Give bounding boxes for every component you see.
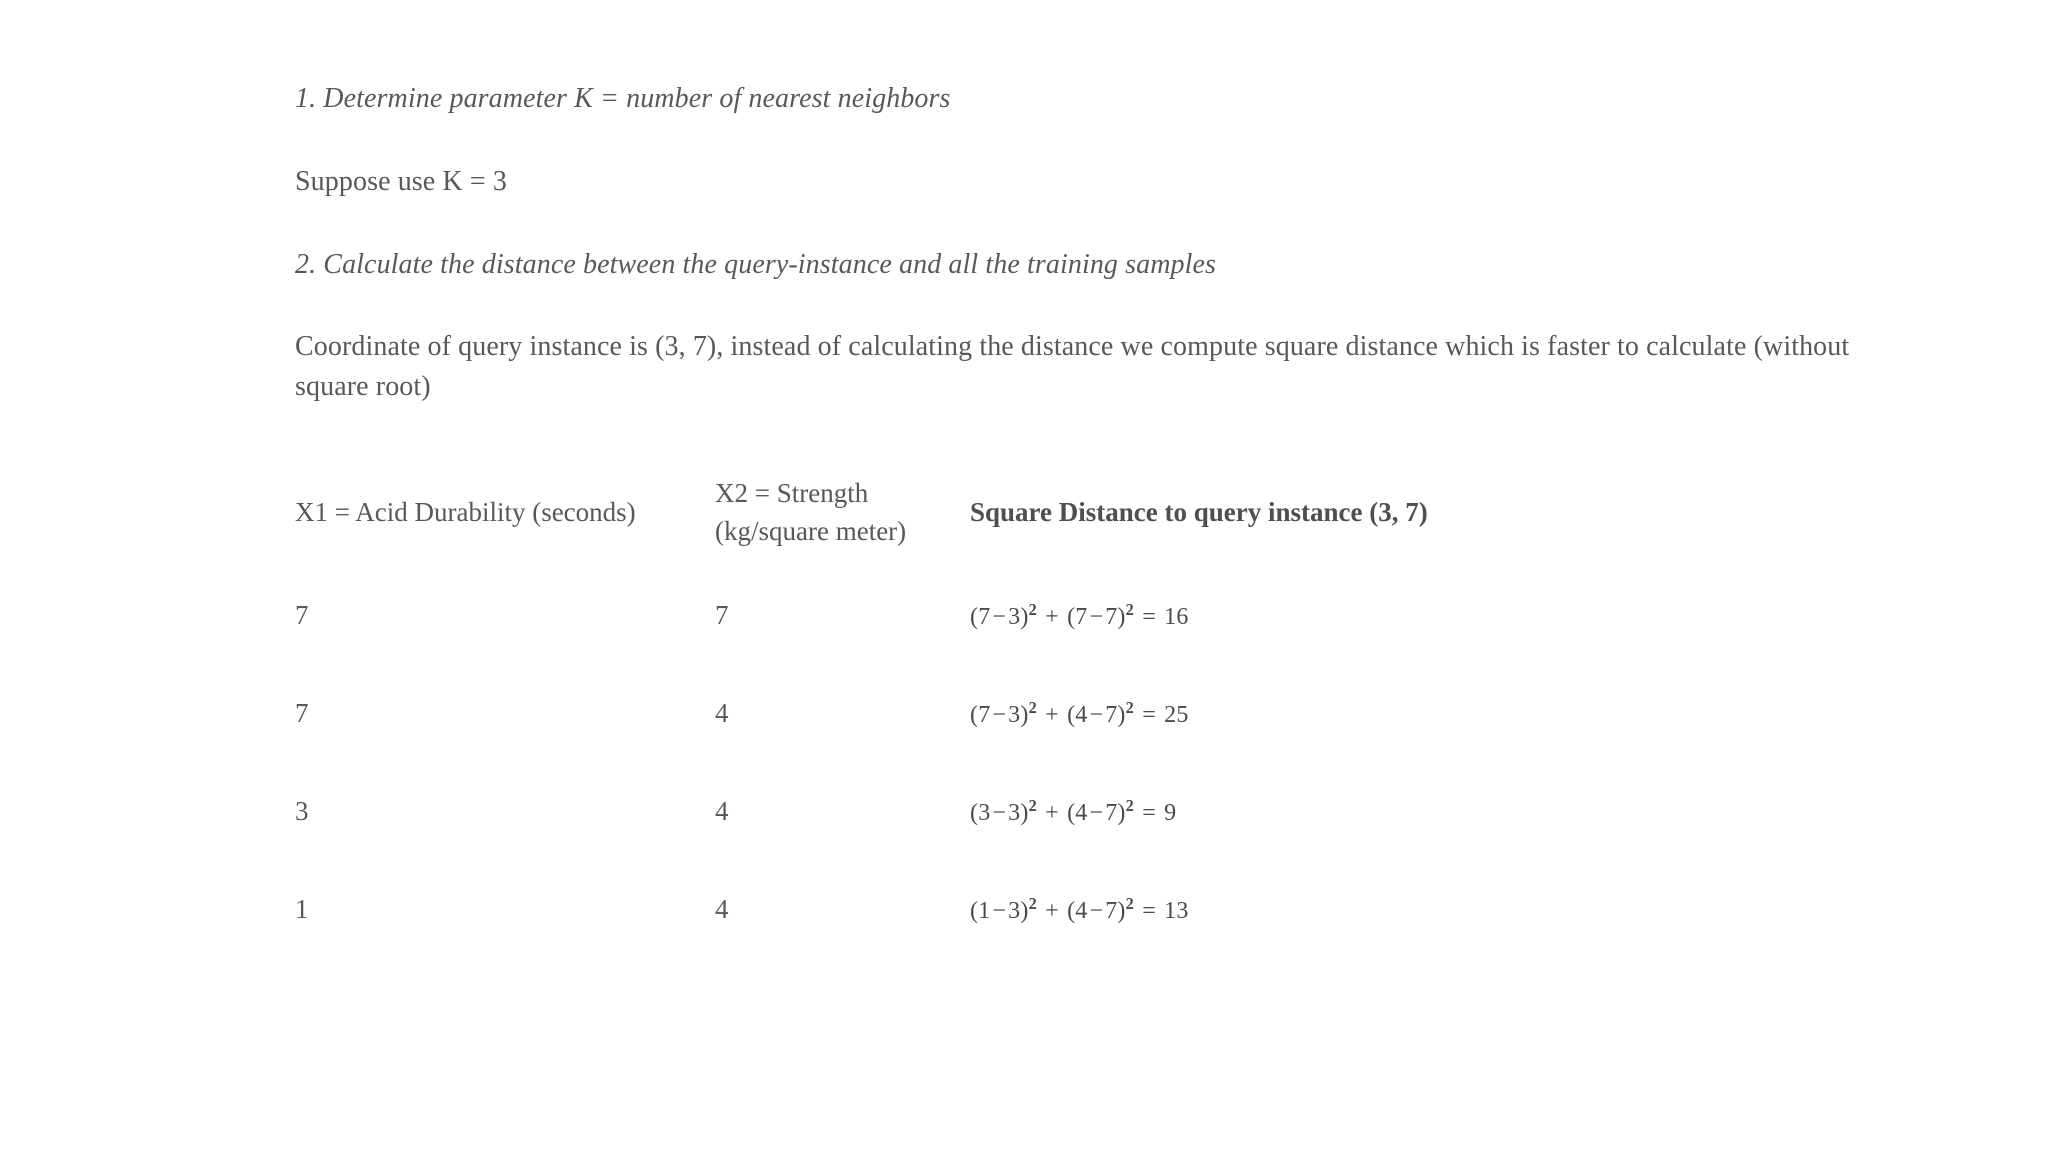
minus-symbol: − <box>992 604 1007 631</box>
formula-open-b: (4 <box>1067 800 1088 827</box>
table-header-x2-line2: (kg/square meter) <box>715 515 907 546</box>
equals-symbol: = <box>1142 800 1156 827</box>
step-2-text: Coordinate of query instance is (3, 7), instead of calculating the distance we compute square distance which is faster to calculate (without square root) <box>295 331 1850 403</box>
cell-formula <box>970 763 1705 861</box>
equals-symbol: = <box>1142 702 1156 729</box>
spacer <box>295 283 1855 327</box>
exponent: 2 <box>1125 600 1134 620</box>
cell-formula <box>970 567 1705 665</box>
formula-open-b: (4 <box>1067 898 1088 925</box>
plus-symbol: + <box>1045 800 1059 827</box>
cell-x1: 1 <box>295 894 309 925</box>
minus-symbol: − <box>1089 702 1104 729</box>
step-1-heading: 1. Determine parameter K = number of nearest neighbors <box>295 83 951 114</box>
exponent: 2 <box>1125 698 1134 718</box>
formula-close-a: 3) <box>1008 800 1029 827</box>
table-row <box>295 763 1705 861</box>
formula-open-b: (4 <box>1067 702 1088 729</box>
cell-x2: 7 <box>715 600 729 631</box>
table-header-x2-line1: X2 = Strength <box>715 477 869 508</box>
cell-formula <box>970 665 1705 763</box>
formula-open-b: (7 <box>1067 604 1088 631</box>
table-header-square-distance: Square Distance to query instance (3, 7) <box>970 496 1428 527</box>
formula-close-a: 3) <box>1008 604 1029 631</box>
formula-result: 25 <box>1164 702 1189 729</box>
formula-result: 9 <box>1164 800 1177 827</box>
cell-x2: 4 <box>715 894 729 925</box>
formula-close-a: 3) <box>1008 702 1029 729</box>
spacer <box>295 407 1855 457</box>
exponent: 2 <box>1028 894 1037 914</box>
formula-close-b: 7) <box>1105 702 1126 729</box>
step-2-heading: 2. Calculate the distance between the query-instance and all the training samples <box>295 248 1217 280</box>
cell-x2: 4 <box>715 796 729 827</box>
cell-x1: 3 <box>295 796 309 827</box>
table-row <box>295 567 1705 665</box>
equals-symbol: = <box>1142 604 1156 631</box>
spacer <box>295 202 1855 246</box>
plus-symbol: + <box>1045 702 1059 729</box>
equals-symbol: = <box>1142 898 1156 925</box>
table-row <box>295 861 1705 959</box>
table-header-x2 <box>715 457 970 567</box>
minus-symbol: − <box>1089 898 1104 925</box>
cell-x2: 4 <box>715 698 729 729</box>
exponent: 2 <box>1028 600 1037 620</box>
exponent: 2 <box>1028 698 1037 718</box>
formula-open-a: (1 <box>970 898 991 925</box>
formula-result: 13 <box>1164 898 1189 925</box>
formula-close-b: 7) <box>1105 898 1126 925</box>
formula-close-a: 3) <box>1008 898 1029 925</box>
table-body <box>295 567 1705 959</box>
exponent: 2 <box>1028 796 1037 816</box>
cell-formula <box>970 861 1705 959</box>
table-header-row <box>295 457 1705 567</box>
spacer <box>295 118 1855 162</box>
distance-table <box>295 457 1705 959</box>
document-content <box>295 80 1855 959</box>
cell-x1: 7 <box>295 698 309 729</box>
formula-open-a: (3 <box>970 800 991 827</box>
formula-open-a: (7 <box>970 702 991 729</box>
table-row <box>295 665 1705 763</box>
exponent: 2 <box>1125 796 1134 816</box>
minus-symbol: − <box>1089 604 1104 631</box>
minus-symbol: − <box>992 800 1007 827</box>
plus-symbol: + <box>1045 898 1059 925</box>
formula-open-a: (7 <box>970 604 991 631</box>
cell-x1: 7 <box>295 600 309 631</box>
exponent: 2 <box>1125 894 1134 914</box>
plus-symbol: + <box>1045 604 1059 631</box>
step-1-text: Suppose use K = 3 <box>295 165 507 197</box>
minus-symbol: − <box>992 702 1007 729</box>
table-header-x1: X1 = Acid Durability (seconds) <box>295 496 636 527</box>
formula-close-b: 7) <box>1105 604 1126 631</box>
minus-symbol: − <box>1089 800 1104 827</box>
formula-close-b: 7) <box>1105 800 1126 827</box>
minus-symbol: − <box>992 898 1007 925</box>
formula-result: 16 <box>1164 604 1189 631</box>
